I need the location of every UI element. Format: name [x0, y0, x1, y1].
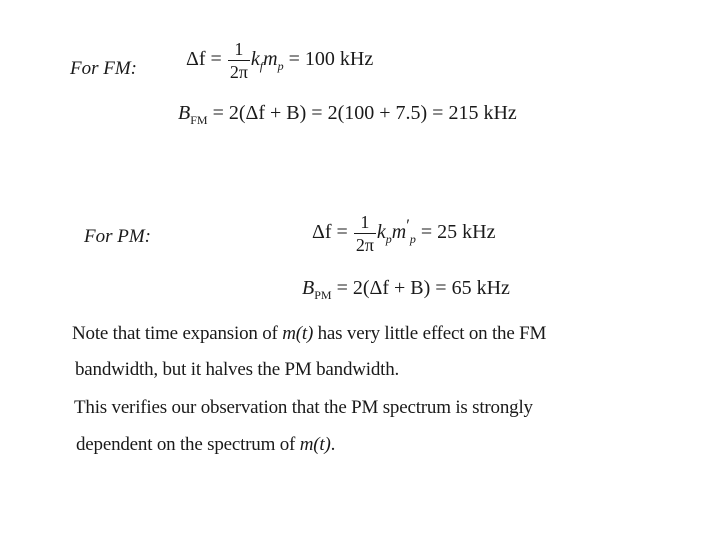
fm-b-sub: FM [190, 113, 208, 127]
pm-m-prime: ′ [406, 215, 410, 235]
pm-m: m [391, 221, 407, 244]
fm-b: B [178, 102, 191, 124]
note-line-1-text-b: has very little effect on the FM [313, 323, 547, 344]
fm-frac-num: 1 [234, 39, 244, 59]
pm-eq2-rhs: = 2(Δf + B) = 65 kHz [331, 277, 510, 299]
fm-fraction [228, 40, 250, 81]
pm-bandwidth-equation [302, 277, 510, 303]
note-line-4-m-of-t: m(t) [299, 434, 331, 455]
note-line-4 [76, 434, 335, 456]
note-line-4-text-b: . [330, 434, 336, 455]
pm-fraction [354, 213, 376, 254]
note-line-1-text-a: Note that time expansion of [72, 323, 283, 344]
fm-eq1-rhs: = 100 kHz [283, 48, 374, 71]
pm-label: For PM: [84, 226, 152, 247]
pm-k-sub: p [385, 232, 392, 247]
fm-delta-f-equation [186, 40, 373, 81]
pm-delta-f-equation [312, 213, 496, 254]
fm-frac-den: 2π [229, 62, 248, 82]
fm-bandwidth-equation [178, 102, 517, 128]
pm-b-sub: PM [314, 288, 332, 302]
note-line-1-m-of-t: m(t) [282, 323, 314, 344]
fm-m: m [263, 48, 278, 71]
pm-eq1-lhs: Δf = [312, 221, 353, 244]
fm-eq2-rhs: = 2(Δf + B) = 2(100 + 7.5) = 215 kHz [207, 102, 517, 124]
note-line-4-text-a: dependent on the spectrum of [76, 434, 300, 455]
fm-m-sub: p [277, 59, 284, 74]
fm-eq1-lhs: Δf = [186, 48, 227, 71]
pm-frac-num: 1 [360, 212, 370, 232]
pm-b: B [302, 277, 315, 299]
pm-m-sub: p [409, 232, 416, 247]
fm-label: For FM: [70, 58, 138, 79]
note-line-2: bandwidth, but it halves the PM bandwidth. [75, 359, 400, 380]
pm-k: k [376, 221, 386, 244]
pm-frac-den: 2π [355, 235, 374, 255]
fm-k: k [250, 48, 260, 71]
fm-k-sub: f [259, 59, 264, 74]
note-line-3: This verifies our observation that the PM spectrum is strongly [74, 397, 533, 418]
note-line-1 [72, 323, 546, 345]
pm-eq1-rhs: = 25 kHz [415, 221, 496, 244]
